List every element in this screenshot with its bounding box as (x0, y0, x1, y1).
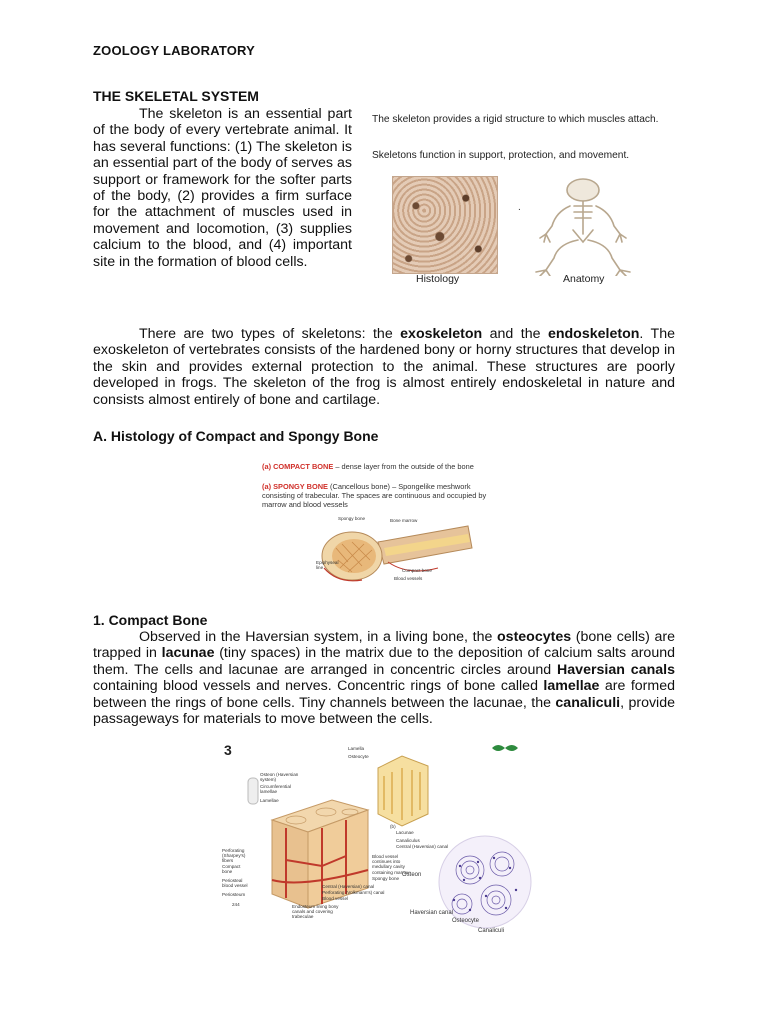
figure-fragment-number: 3 (224, 742, 232, 758)
para3-text-2: (bone cells) are trapped in (93, 629, 675, 662)
label-page-number: 244 (232, 902, 240, 907)
label-compact-bone: Compact bone (402, 568, 432, 573)
figure-caption-function: Skeletons function in support, protection, and movement. (372, 150, 630, 161)
label-micro-osteocyte: Osteocyte (452, 918, 480, 924)
label-blood-vessels: Blood vessels (394, 576, 423, 581)
term-osteocytes: osteocytes (497, 629, 572, 645)
label-periosteum: Periosteum (222, 892, 246, 897)
label-perforating-canal: Perforating (Volkmann's) canal (322, 890, 385, 895)
skeleton-figure (368, 110, 668, 290)
para2-text-3: . The exoskeleton of vertebrates consists of the hardened bony or horny structures that develop in the skin and provides external protection to the animal. These structures are poorly developed in frogs. The skeleton of the frog is almost entirely endoskeletal in nature and consists almost entirely of bone and cartilage. (93, 326, 675, 408)
label-vessel-continues: Blood vessel continues into medullary cavity containing marrow (372, 854, 410, 875)
skeleton-types-paragraph (93, 326, 675, 408)
label-epiphyseal-line: Epiphyseal line (316, 560, 339, 571)
section-a-title: A. Histology of Compact and Spongy Bone (93, 428, 379, 444)
lab-title: ZOOLOGY LABORATORY (93, 43, 256, 58)
label-micro-osteon: Osteon (402, 872, 422, 878)
spongy-bone-desc: (Cancellous bone) – Spongelike meshwork consisting of trabecular. The spaces are continuous and occupied by marrow and blood vessels (262, 482, 487, 509)
para2-text-2: and the (482, 326, 548, 342)
bone-section-figure (262, 458, 522, 588)
label-spongy: Spongy bone (372, 876, 400, 881)
label-histology: Histology (416, 273, 460, 285)
section-1-title: 1. Compact Bone (93, 612, 208, 628)
spongy-bone-label: (a) SPONGY BONE (262, 482, 328, 491)
label-osteon: Osteon (Haversian system) (260, 772, 299, 783)
label-lamellae-left: Lamellae (260, 798, 279, 803)
label-anatomy: Anatomy (563, 273, 605, 285)
para3-text-6: , provide passageways for materials to move between the cells. (93, 694, 675, 728)
figure-caption-rigid: The skeleton provides a rigid structure to which muscles attach. (372, 114, 659, 125)
intro-text: The skeleton is an essential part of the body of every vertebrate animal. It has several functions: (1) The skeleton is an essential part of the body of serves as support or framework for the softer parts of the body, (2) provides a firm surface for the attachment of muscles used in movement and locomotion, (3) supplies calcium to the blood, and (4) important site in the formation of blood cells. (93, 106, 352, 270)
frog-skeleton-image (528, 172, 638, 276)
label-endosteum: Endosteum lining bony canals and covering trabeculae (292, 904, 339, 920)
lamella-detail-image (372, 748, 432, 828)
label-central-canal-bottom: Central (Haversian) canal (322, 884, 375, 889)
compact-bone-label: (a) COMPACT BONE (262, 462, 334, 471)
term-exoskeleton: exoskeleton (400, 326, 483, 342)
term-lacunae: lacunae (161, 645, 215, 662)
compact-bone-caption (262, 462, 520, 471)
para3-text-1: Observed in the Haversian system, in a living bone, the (139, 629, 498, 645)
section-title: THE SKELETAL SYSTEM (93, 88, 259, 104)
label-canaliculus: Canaliculus (396, 838, 420, 843)
compact-bone-desc: – dense layer from the outside of the bone (333, 462, 474, 471)
label-bone-marrow: Bone marrow (390, 518, 418, 523)
logo-icon (490, 742, 520, 754)
bone-histology-image (392, 176, 498, 274)
label-periosteal-vessel: Periosteal blood vessel (222, 878, 248, 889)
label-micro-canaliculi: Canaliculi (478, 928, 505, 934)
label-blood-vessel: Blood vessel (322, 896, 349, 901)
para3-text-3: (tiny spaces) in the matrix due to the deposition of calcium salts around them. The cells and lacunae are arranged in concentric circles around (93, 645, 675, 678)
term-lamellae: lamellae (543, 678, 600, 695)
label-compact: Compact bone (222, 864, 241, 875)
label-micro-haversian: Haversian canal (410, 910, 454, 916)
compact-bone-paragraph (93, 629, 675, 727)
label-central-canal: Central (Haversian) canal (396, 844, 449, 849)
term-endoskeleton: endoskeleton (547, 326, 640, 342)
para3-text-4: containing blood vessels and nerves. Concentric rings of bone called (93, 678, 544, 695)
intro-paragraph (93, 106, 352, 270)
tick-mark: . (518, 202, 521, 213)
label-lacunae: Lacunae (396, 830, 414, 835)
label-osteocyte-top: Osteocyte (348, 754, 369, 759)
label-circumferential-lamellae: Circumferential lamellae (260, 784, 291, 795)
label-b: (b) (390, 824, 396, 829)
label-perforating-fibers: Perforating (Sharpey's) fibers (222, 848, 246, 864)
para2-text-1: There are two types of skeletons: the (139, 326, 401, 342)
label-spongy-bone: Spongy bone (338, 516, 366, 521)
haversian-system-figure (222, 740, 542, 940)
para3-text-5: are formed between the rings of bone cells. Tiny channels between the lacunae, the (93, 678, 675, 711)
term-canaliculi: canaliculi (555, 694, 621, 711)
term-haversian-canals: Haversian canals (557, 661, 675, 678)
label-lamella-top: Lamella (348, 746, 365, 751)
spongy-bone-caption (262, 482, 500, 509)
